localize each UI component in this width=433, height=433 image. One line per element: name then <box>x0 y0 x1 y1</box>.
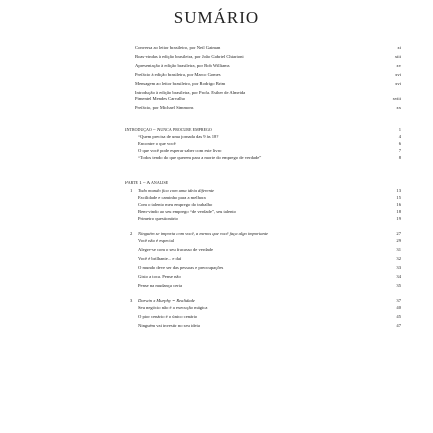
toc-section-introduction: Introdução – Nunca procure emprego 1 <box>125 127 401 133</box>
page-title: SUMÁRIO <box>173 8 260 27</box>
toc-entry: Bem-vindo ao seu emprego “de verdade”, seu talento 18 <box>138 209 401 214</box>
toc-entry: Com o talento meu emprego do trabalho 16 <box>138 202 401 207</box>
toc-entry: Prefácio, por Michael Simmons xx <box>135 105 401 110</box>
toc-entry: Ninguém vai investir no seu ideia 47 <box>138 323 401 328</box>
toc-entry: Primeiro questionário 19 <box>138 216 401 221</box>
toc-entry: O mundo deve ser das pessoas e preocupações 33 <box>138 265 401 270</box>
toc-entry: Você é brilhante... e daí 32 <box>138 256 401 261</box>
toc-entry: Boas-vindas à edição brasileira, por João Gabriel Chiarioni xiii <box>135 54 401 59</box>
toc-entry: Seu negócio não é a execução mágica 40 <box>138 305 401 310</box>
toc-entry: Pimentel Mendes Carvalho xviii <box>135 96 401 101</box>
toc-entry: Mensagem ao leitor brasileiro, por Rodrigo Brim xvi <box>135 81 401 86</box>
toc-entry: “Quem precisa de uma jornada das 9 às 18? 4 <box>138 134 401 139</box>
toc-chapter: 2 Ninguém se importa com você, a menos que você faça algo importante 27 <box>130 231 401 236</box>
toc-entry: Introdução à edição brasileira, por Profa. Esther de Almeida <box>135 90 246 95</box>
toc-entry: Alegre-se com o seu fracasso de verdade 31 <box>138 247 401 252</box>
toc-entry: O que você pode esperar saber com este livro 7 <box>138 148 401 153</box>
toc-part-heading: Parte 1 – A análise <box>125 181 169 186</box>
toc-entry: Você não é especial 29 <box>138 238 401 243</box>
toc-entry: Facilidade e caminho para a melhora 15 <box>138 195 401 200</box>
toc-entry: Conversa ao leitor brasileiro, por Neil Gaiman xi <box>135 45 401 50</box>
toc-entry: Encontre o que você 6 <box>138 141 401 146</box>
toc-entry: Gisto a toca. Pense não 34 <box>138 274 401 279</box>
toc-entry: Apresentação à edição brasileira, por Bob Williams xv <box>135 63 401 68</box>
toc-entry: Pense na mudança certa 35 <box>138 283 401 288</box>
toc-chapter: 3 Darwin x Murphy = Realidade 37 <box>130 298 401 303</box>
toc-entry: Prefácio à edição brasileira, por Marco Gomes xvi <box>135 72 401 77</box>
toc-entry: “Todos tendo do que querem para a morte do emprego de verdade” 8 <box>138 155 401 160</box>
toc-entry: O pior cenário é o único cenário 45 <box>138 314 401 319</box>
toc-chapter: 1 Todo mundo fica com uma ideia diferente 13 <box>130 188 401 193</box>
